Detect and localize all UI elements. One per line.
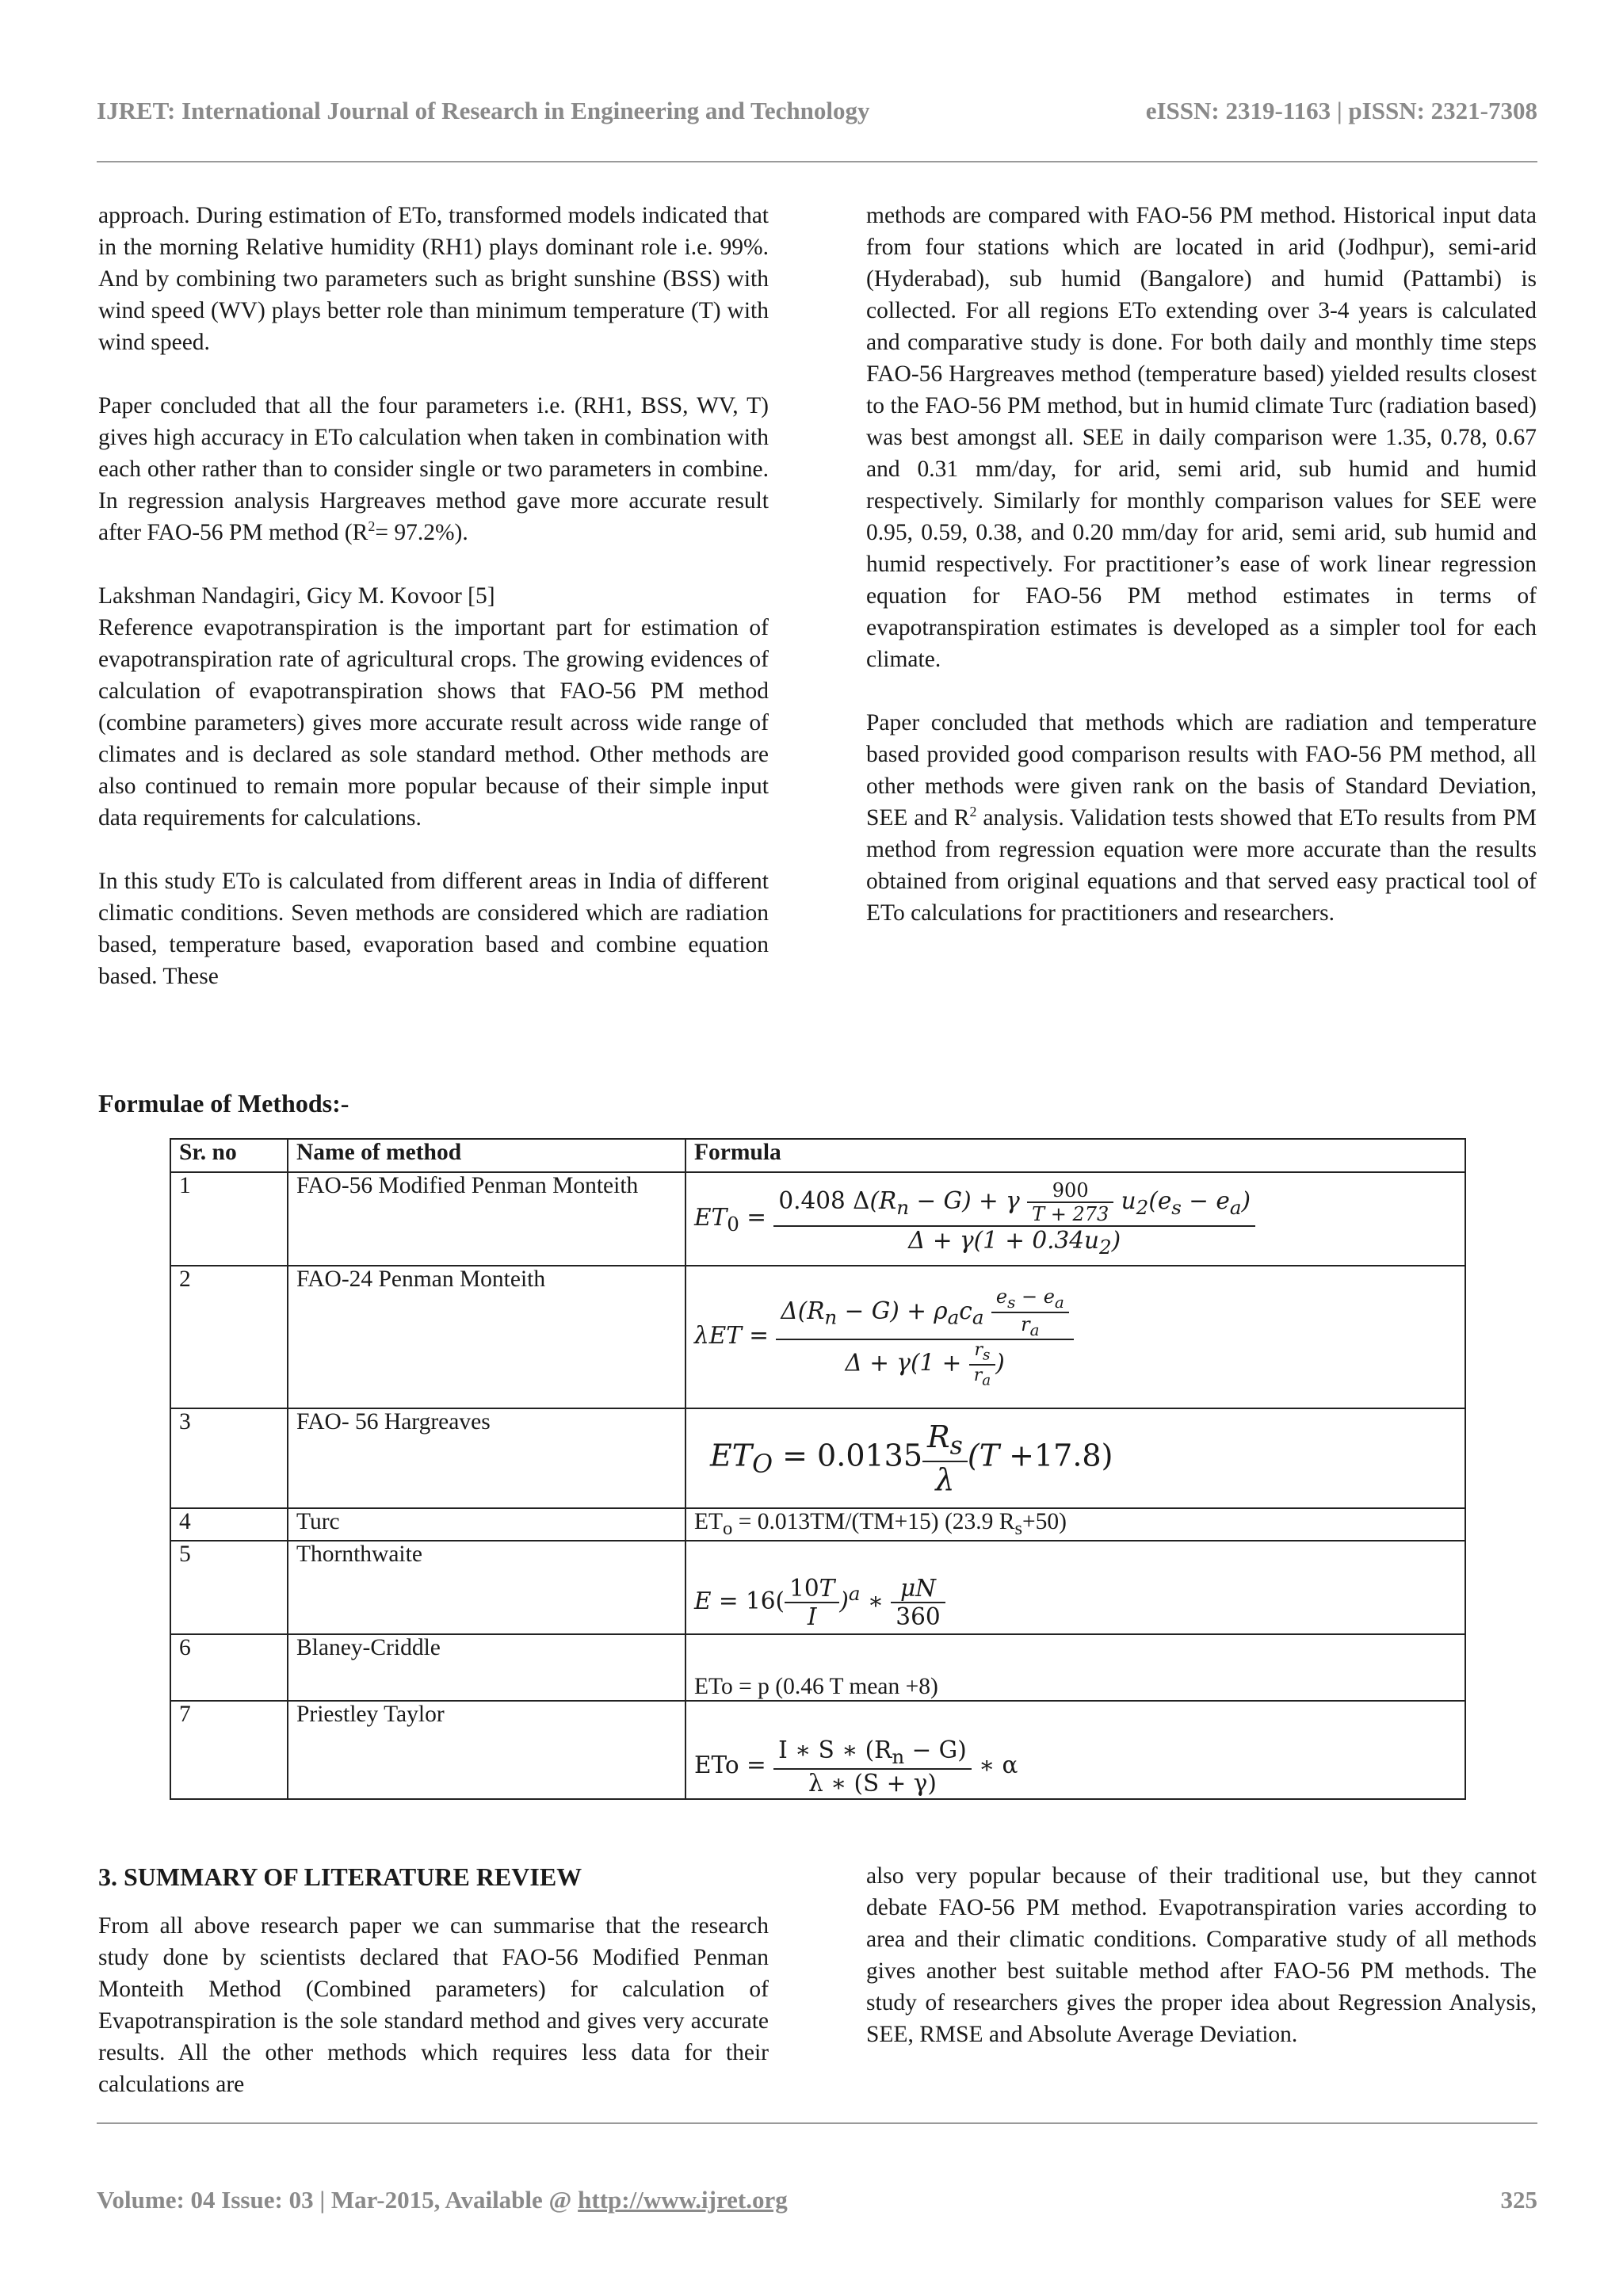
header-cell: Sr. no xyxy=(170,1139,288,1172)
table-row xyxy=(170,1541,1465,1634)
journal-name: IJRET: International Journal of Research in Engineering and Technology xyxy=(97,97,870,124)
left-column xyxy=(98,200,769,992)
page-footer xyxy=(97,2186,1537,2214)
method-name: Priestley Taylor xyxy=(288,1701,685,1799)
author-line: Lakshman Nandagiri, Gicy M. Kovoor [5] xyxy=(98,583,495,609)
paragraph: methods are compared with FAO-56 PM method. Historical input data from four stations which are located in arid (Jodhpur), semi-arid (Hyderabad), sub humid (Bangalore) and humid (Pattambi) is collected. For all regions ETo extending over 3-4 years is calculated and comparative study is done. For both daily and monthly time steps FAO-56 Hargreaves method (temperature based) yielded results closest to the FAO-56 PM method, but in humid climate Turc (radiation based) was best amongst all. SEE in daily comparison were 1.35, 0.78, 0.67 and 0.31 mm/day, for arid, semi arid, sub humid and humid respectively. Similarly for monthly comparison values for SEE were 0.95, 0.59, 0.38, and 0.20 mm/day for arid, semi arid, sub humid and humid respectively. For practitioner’s ease of work linear regression equation for FAO-56 PM method estimates in terms of evapotranspiration estimates is developed as a simpler tool for each climate. xyxy=(866,203,1537,672)
page-number: 325 xyxy=(1500,2186,1537,2214)
method-name: Thornthwaite xyxy=(288,1541,685,1634)
footer-rule xyxy=(97,2122,1537,2124)
formula-hargreaves: $ET_O = 0.0135$ $\frac{R_s}{\lambda}$ (T +17.8) xyxy=(685,1408,1465,1508)
row-number: 5 xyxy=(170,1541,288,1634)
header-cell: Name of method xyxy=(288,1139,685,1172)
paragraph: In this study ETo is calculated from different areas in India of different climatic conditions. Seven methods are considered which are radiation based, temperature based, evaporation based and combine equation based. These xyxy=(98,869,769,989)
volume-info: Volume: 04 Issue: 03 | Mar-2015, Available @ xyxy=(97,2186,579,2214)
header-cell: Formula xyxy=(685,1139,1465,1172)
table-row xyxy=(170,1634,1465,1701)
row-number: 7 xyxy=(170,1701,288,1799)
method-name: FAO-24 Penman Monteith xyxy=(288,1266,685,1408)
row-number: 6 xyxy=(170,1634,288,1701)
header-rule xyxy=(97,161,1537,162)
row-number: 1 xyxy=(170,1172,288,1266)
paragraph: Reference evapotranspiration is the important part for estimation of evapotranspiration rate of agricultural crops. The growing evidences of calculation of evapotranspiration shows that FAO-56 PM method (combine parameters) gives more accurate result across wide range of climates and is declared as sole standard method. Other methods are also continued to remain more popular because of their simple input data requirements for calculations. xyxy=(98,615,769,831)
paragraph: Paper concluded that methods which are radiation and temperature based provided good comparison results with FAO-56 PM method, all other methods were given rank on the basis of Standard Deviation, SEE and $R^2$ analysis. Validation tests showed that ETo results from PM method from regression equation were more accurate than the results obtained from original equations and that served easy practical tool of ETo calculations for practitioners and researchers. xyxy=(866,710,1537,926)
table-header-row xyxy=(170,1139,1465,1172)
page-header xyxy=(97,97,1537,128)
paragraph: also very popular because of their traditional use, but they cannot debate FAO-56 PM method. Evapotranspiration varies according to area and their climatic conditions. Comparative study of all methods gives another best suitable method after FAO-56 PM methods. The study of researchers gives the proper idea about Regression Analysis, SEE, RMSE and Absolute Average Deviation. xyxy=(866,1863,1537,2047)
table-row xyxy=(170,1508,1465,1541)
table-row xyxy=(170,1701,1465,1799)
paragraph: Paper concluded that all the four parameters i.e. (RH1, BSS, WV, T) gives high accuracy in ETo calculation when taken in combination with each other rather than to consider single or two parameters in combine. In regression analysis Hargreaves method gave more accurate result after FAO-56 PM method $(R^2= 97.2\%)$. xyxy=(98,393,769,545)
section-3-left xyxy=(98,1910,769,2100)
formulae-heading: Formulae of Methods:- xyxy=(98,1089,349,1117)
formula-blaney-criddle: ETo = p (0.46 T mean +8) xyxy=(685,1634,1465,1701)
method-name: Turc xyxy=(288,1508,685,1541)
paragraph: From all above research paper we can summarise that the research study done by scientists declared that FAO-56 Modified Penman Monteith Method (Combined parameters) for calculation of Evapotranspiration is the sole standard method and gives very accurate results. All the other methods which requires less data for their calculations are xyxy=(98,1913,769,2097)
formula-fao56-pm: $ET_0$ = 0.408 $\Delta(R_n - G) + \gamma$ $\frac{900}{T + 273}$ $u_2(e_s - e_a)$ $\Delta + \gamma(1 + 0.34u_2)$ xyxy=(685,1172,1465,1266)
formulae-table xyxy=(170,1138,1466,1800)
formula-thornthwaite: E = 16( $\frac{10T}{I}$ )$^a$ ∗ $\frac{\mu N}{360}$ xyxy=(685,1541,1465,1634)
section-3-right xyxy=(866,1860,1537,2050)
journal-link[interactable]: http://www.ijret.org xyxy=(578,2186,788,2214)
issn-info: eISSN: 2319-1163 | pISSN: 2321-7308 xyxy=(1145,97,1537,124)
row-number: 3 xyxy=(170,1408,288,1508)
table-row xyxy=(170,1408,1465,1508)
method-name: FAO-56 Modified Penman Monteith xyxy=(288,1172,685,1266)
method-name: Blaney-Criddle xyxy=(288,1634,685,1701)
row-number: 2 xyxy=(170,1266,288,1408)
table-row xyxy=(170,1266,1465,1408)
paragraph: approach. During estimation of ETo, transformed models indicated that in the morning Relative humidity (RH1) plays dominant role i.e. 99%. And by combining two parameters such as bright sunshine (BSS) with wind speed (WV) plays better role than minimum temperature (T) with wind speed. xyxy=(98,203,769,355)
formula-fao24-pm: λET = $\Delta(R_n - G) + \rho_ac_a$ $\frac{e_s - e_a}{r_a}$ Δ + γ(1 + $\frac{r_s}{r_a}$ ) xyxy=(685,1266,1465,1408)
formula-turc: $ET_o = 0.013TM/(TM+15)$ (23.9 $R_s+50$) xyxy=(685,1508,1465,1541)
table-row xyxy=(170,1172,1465,1266)
right-column xyxy=(866,200,1537,929)
row-number: 4 xyxy=(170,1508,288,1541)
method-name: FAO- 56 Hargreaves xyxy=(288,1408,685,1508)
formula-priestley-taylor: ETo = $\frac{I ∗ S ∗ (R_n - G)}{\lambda ∗ (S + \gamma)}$ ∗ α xyxy=(685,1701,1465,1799)
section-3-title: 3. SUMMARY OF LITERATURE REVIEW xyxy=(98,1862,582,1891)
